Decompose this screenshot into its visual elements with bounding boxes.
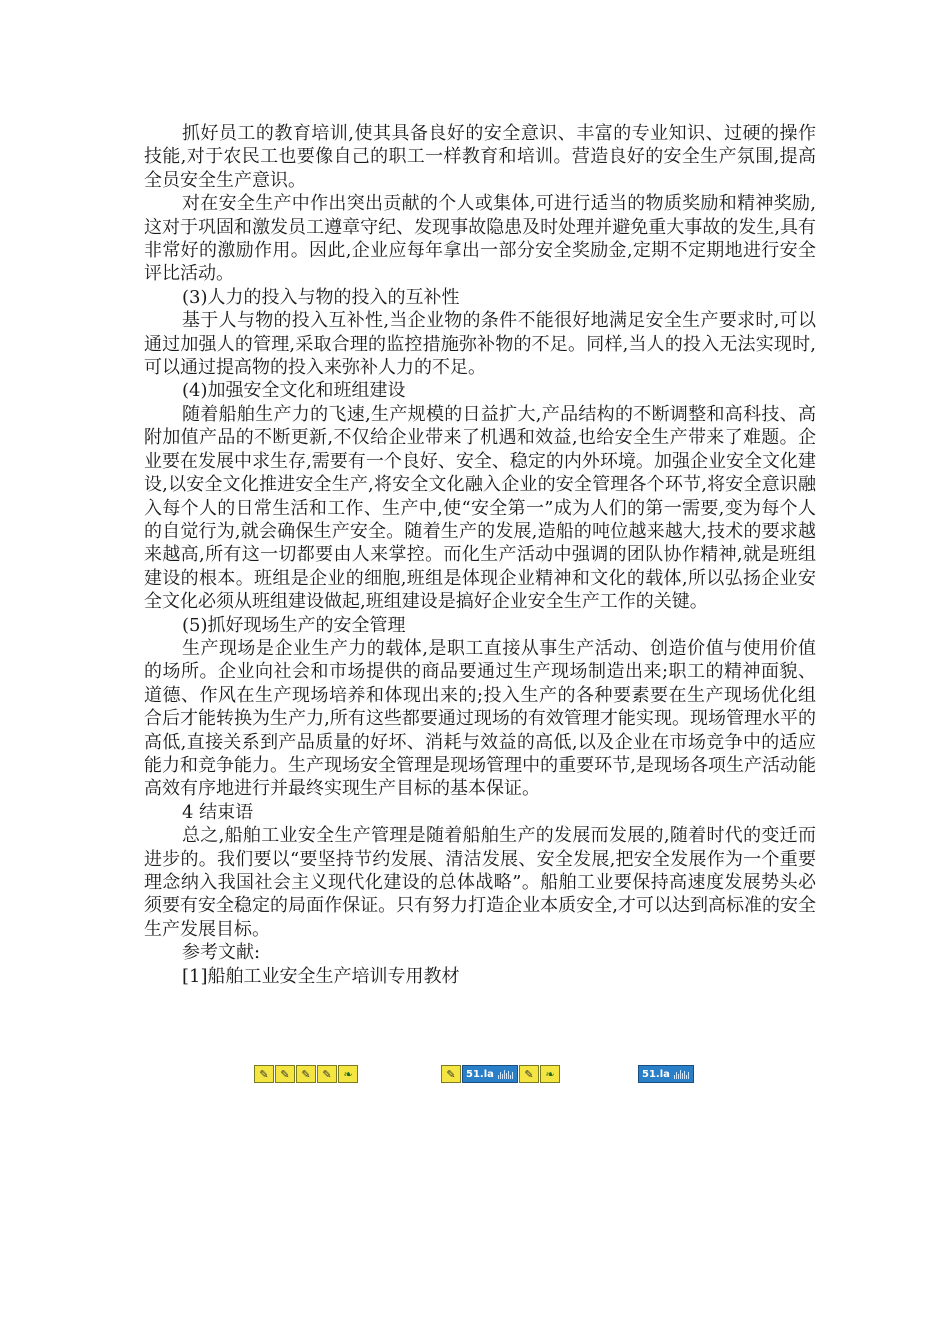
bars-icon [674,1069,689,1079]
badge-group-2[interactable] [441,1065,560,1083]
paragraph: 生产现场是企业生产力的载体,是职工直接从事生产活动、创造价值与使用价值的场所。企业向社会和市场提供的商品要通过生产现场制造出来;职工的精神面貌、道德、作风在生产现场培养和体现出来的;投入生产的各种要素要在生产现场优化组合后才能转换为生产力,所有这些都要通过现场的有效管理才能实现。现场管理水平的高低,直接关系到产品质量的好坏、消耗与效益的高低,以及企业在市场竞争中的适应能力和竞争能力。生产现场安全管理是现场管理中的重要环节,是现场各项生产活动能高效有序地进行并最终实现生产目标的基本保证。 [144,637,816,800]
section-heading: 4 结束语 [182,801,254,823]
section-heading: (5)抓好现场生产的安全管理 [182,614,406,636]
paragraph: 随着船舶生产力的飞速,生产规模的日益扩大,产品结构的不断调整和高科技、高附加值产品的不断更新,不仅给企业带来了机遇和效益,也给安全生产带来了难题。企业要在发展中求生存,需要有一个良好、安全、稳定的内外环境。加强企业安全文化建设,以安全文化推进安全生产,将安全文化融入企业的安全管理各个环节,将安全意识融入每个人的日常生活和工作、生产中,使“安全第一”成为人们的第一需要,变为每个人的自觉行为,就会确保生产安全。随着生产的发展,造船的吨位越来越大,技术的要求越来越高,所有这一切都要由人来掌控。而化生产活动中强调的团队协作精神,就是班组建设的根本。班组是企业的细胞,班组是体现企业精神和文化的载体,所以弘扬企业安全文化必须从班组建设做起,班组建设是搞好企业安全生产工作的关键。 [144,403,816,613]
counter-badge[interactable] [638,1065,694,1083]
pencil-icon[interactable]: ✎ [441,1065,461,1083]
paragraph: 总之,船舶工业安全生产管理是随着船舶生产的发展而发展的,随着时代的变迁而进步的。我们要以“要坚持节约发展、清洁发展、安全发展,把安全发展作为一个重要理念纳入我国社会主义现代化建设的总体战略”。船舶工业要保持高速度发展势头必须要有安全稳定的局面作保证。只有努力打造企业本质安全,才可以达到高标准的安全生产发展目标。 [144,825,816,940]
footer-badges [0,1065,950,1085]
paragraph: 对在安全生产中作出突出贡献的个人或集体,可进行适当的物质奖励和精神奖励,这对于巩固和激发员工遵章守纪、发现事故隐患及时处理并避免重大事故的发生,具有非常好的激励作用。因此,企业应每年拿出一部分安全奖励金,定期不定期地进行安全评比活动。 [144,193,816,285]
bars-icon [498,1069,513,1079]
leaf-icon[interactable]: ❧ [540,1065,560,1083]
references-heading: 参考文献: [182,942,261,964]
counter-label: 51.la [642,1068,670,1080]
paragraph: 基于人与物的投入互补性,当企业物的条件不能很好地满足安全生产要求时,可以通过加强人的管理,采取合理的监控措施弥补物的不足。同样,当人的投入无法实现时,可以通过提高物的投入来弥补人力的不足。 [144,310,816,379]
pencil-icon[interactable]: ✎ [275,1065,295,1083]
pencil-icon[interactable]: ✎ [317,1065,337,1083]
pencil-icon[interactable]: ✎ [254,1065,274,1083]
badge-group-3[interactable] [638,1065,694,1083]
leaf-icon[interactable]: ❧ [338,1065,358,1083]
badge-group-1[interactable] [254,1065,358,1083]
section-heading: (3)人力的投入与物的投入的互补性 [182,286,460,308]
paragraph: 抓好员工的教育培训,使其具备良好的安全意识、丰富的专业知识、过硬的操作技能,对于农民工也要像自己的职工一样教育和培训。营造良好的安全生产氛围,提高全员安全生产意识。 [144,123,816,191]
counter-badge[interactable] [462,1065,518,1083]
pencil-icon[interactable]: ✎ [519,1065,539,1083]
counter-label: 51.la [466,1068,494,1080]
pencil-icon[interactable]: ✎ [296,1065,316,1083]
section-heading: (4)加强安全文化和班组建设 [182,380,406,402]
reference-item: [1]船舶工业安全生产培训专用教材 [182,965,460,987]
document-body [144,122,816,988]
